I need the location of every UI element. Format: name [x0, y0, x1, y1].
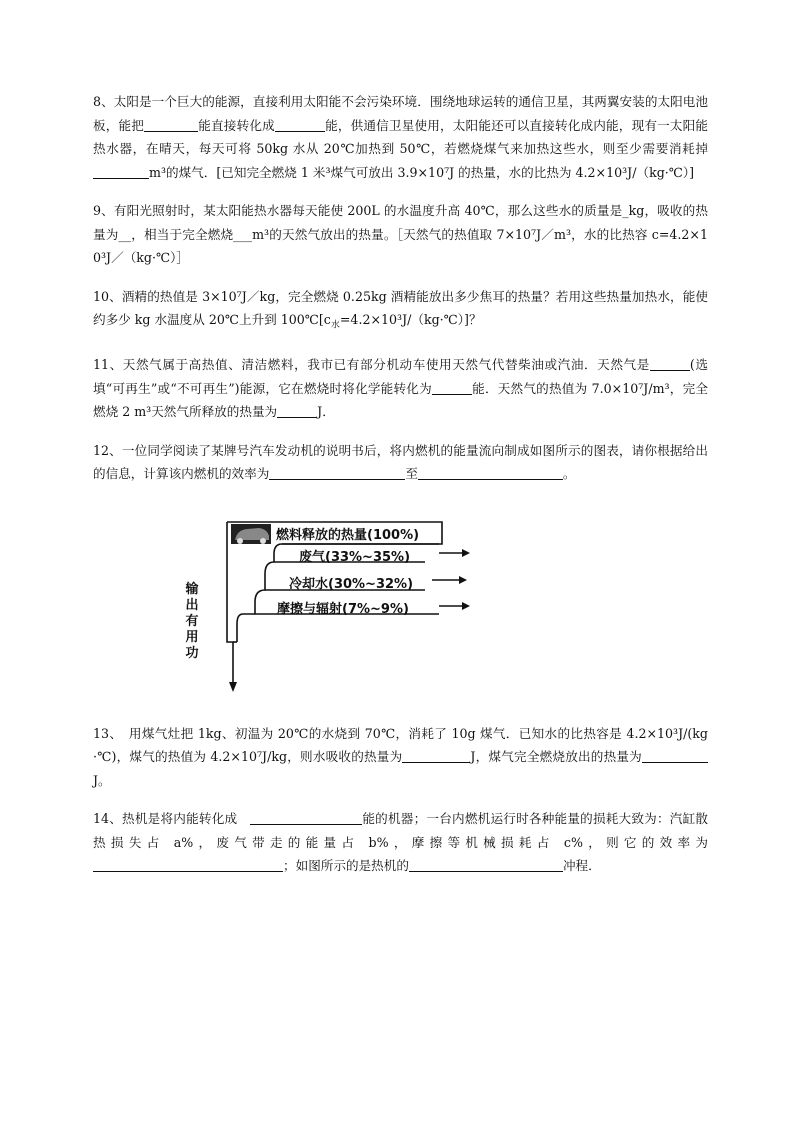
- answer-blank[interactable]: [432, 380, 472, 395]
- answer-blank[interactable]: [250, 810, 362, 825]
- car-icon: [231, 524, 271, 544]
- cooling-water-label: 冷却水(30%~32%): [289, 576, 414, 592]
- answer-blank[interactable]: [93, 857, 283, 872]
- friction-radiation-label: 摩擦与辐射(7%~9%): [277, 601, 409, 617]
- exhaust-label: 废气(33%~35%): [299, 549, 411, 565]
- answer-blank[interactable]: [650, 356, 690, 371]
- question-14: 14、热机是将内能转化成 能的机器；一台内燃机运行时各种能量的损耗大致为：汽缸散热损失占 a%，废气带走的能量占 b%，摩擦等机械损耗占 c%，则它的效率为；如图所示的是热机的 冲程．: [93, 811, 709, 874]
- question-8: 8、太阳是一个巨大的能源，直接利用太阳能不会污染环境．围绕地球运转的通信卫星，其两翼安装的太阳电池板，能把 能直接转化成 能，供通信卫星使用，太阳能还可以直接转化成内能，现有一太阳能热水器，在晴天，每天可将 50kg 水从 20℃加热到 50℃，若燃烧煤气来加热这些水，则至少需要消耗掉m³的煤气．[已知完全燃烧 1 米³煤气可放出 3.9×10⁷J 的热量，水的比热为 4.2×10³J/（kg·℃）]: [93, 94, 709, 180]
- useful-work-label: 输出有用功: [185, 581, 199, 661]
- answer-blank[interactable]: [642, 748, 708, 763]
- energy-flow-diagram: [177, 502, 507, 712]
- question-13: 13、 用煤气灶把 1kg、初温为 20℃的水烧到 70℃，消耗了 10g 煤气．已知水的比热容是 4.2×10³J/(kg·℃)，煤气的热值为 4.2×10⁷J/kg，则水吸收的热量为 J，煤气完全燃烧放出的热量为 J。: [93, 725, 708, 788]
- answer-blank[interactable]: [93, 164, 149, 179]
- answer-blank[interactable]: [275, 117, 325, 132]
- worksheet: [93, 90, 708, 878]
- fuel-heat-label: 燃料释放的热量(100%): [276, 527, 420, 543]
- answer-blank[interactable]: [269, 465, 405, 480]
- question-10: 10、酒精的热值是 3×10⁷J／kg，完全燃烧 0.25kg 酒精能放出多少焦耳的热量？若用这些热量加热水，能使约多少 kg 水温度从 20℃上升到 $100℃[c_水=4.2\times 10^3J/(kg\cdot℃)]$？: [93, 288, 708, 331]
- question-11: 11、天然气属于高热值、清洁燃料，我市已有部分机动车使用天然气代替柴油或汽油．天然气是 (选填“可再生”或“不可再生”)能源，它在燃烧时将化学能转化为 能．天然气的热值为 7.0×10⁷J/m³，完全燃烧 2 m³天然气所释放的热量为 J．: [93, 357, 708, 420]
- answer-blank[interactable]: [402, 748, 470, 763]
- answer-blank[interactable]: [409, 857, 563, 872]
- answer-blank[interactable]: [277, 403, 317, 418]
- output-arrow: [229, 682, 237, 692]
- question-12: 12、一位同学阅读了某牌号汽车发动机的说明书后，将内燃机的能量流向制成如图所示的图表，请你根据给出的信息，计算该内燃机的效率为 至 。: [93, 442, 708, 482]
- answer-blank[interactable]: [418, 465, 563, 480]
- answer-blank[interactable]: [144, 117, 198, 132]
- question-9: 9、有阳光照射时，某太阳能热水器每天能使 200L 的水温度升高 40℃，那么这些水的质量是_kg，吸收的热量为__，相当于完全燃烧___m³的天然气放出的热量。［天然气的热值取 7×10⁷J／m³，水的比热容 c=4.2×10³J／（kg·℃）］: [93, 203, 708, 265]
